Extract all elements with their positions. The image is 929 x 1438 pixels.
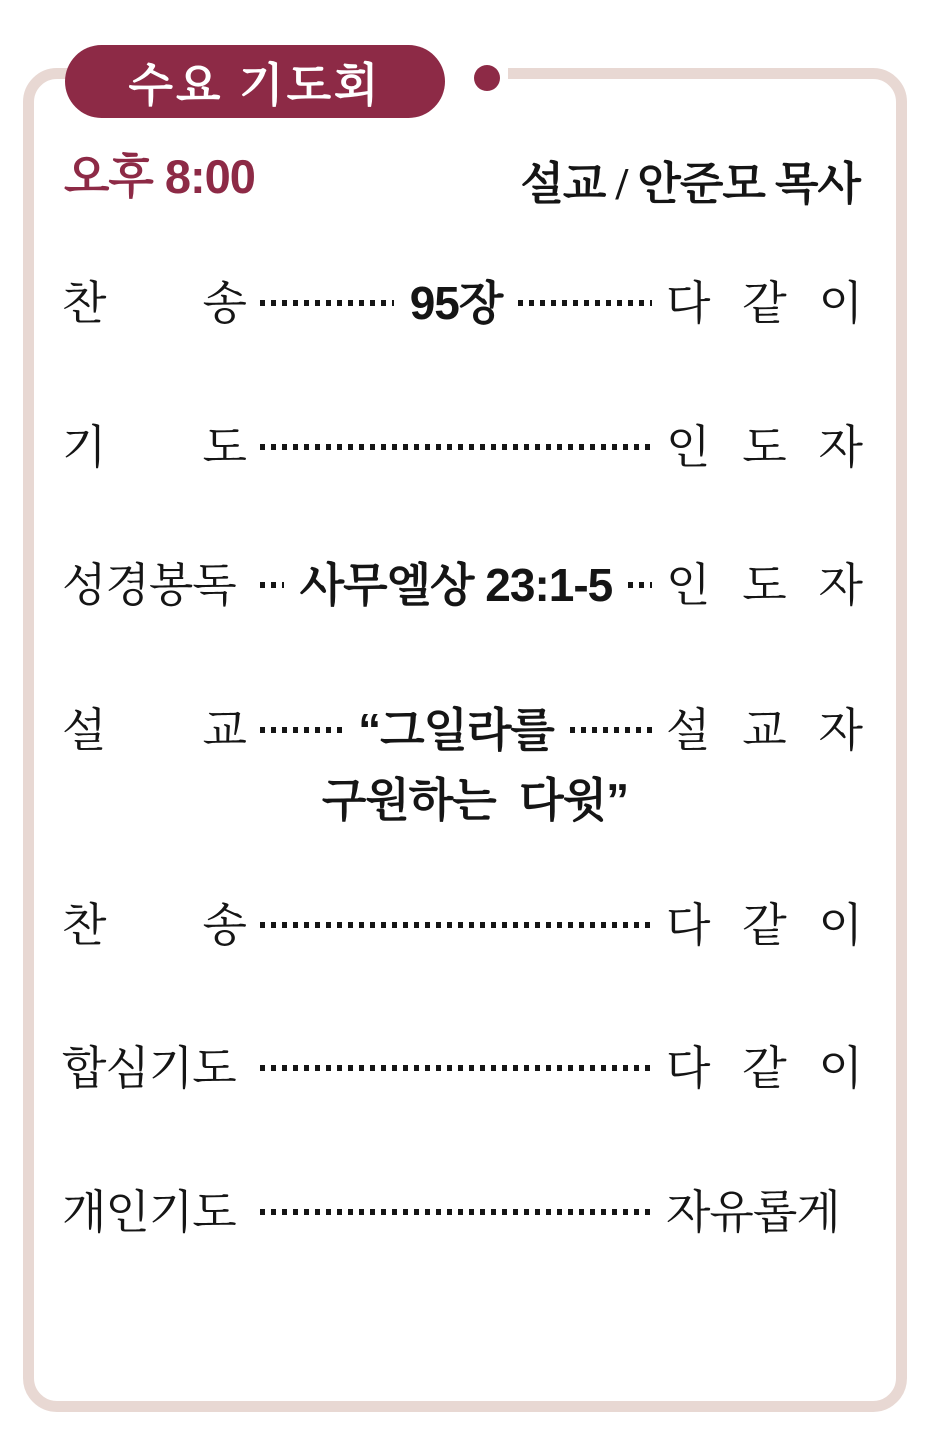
order-item-name: 개인기도 xyxy=(62,1186,236,1238)
dotted-leader xyxy=(260,922,652,928)
dotted-leader xyxy=(260,300,394,306)
section-badge-label: 수요 기도회 xyxy=(128,58,382,111)
sermon-title-line1: “그일라를 xyxy=(358,704,554,756)
dotted-leader xyxy=(260,1209,652,1215)
dotted-leader xyxy=(570,727,652,733)
order-item-detail: 사무엘상 23:1-5 xyxy=(299,559,613,611)
dotted-leader xyxy=(260,727,342,733)
order-item-name: 설 교 xyxy=(62,704,246,756)
order-item-performer: 다 같 이 xyxy=(666,277,863,329)
order-item-performer: 설 교 자 xyxy=(666,704,862,756)
order-row-scripture xyxy=(62,559,862,611)
order-row-sermon xyxy=(62,704,862,830)
order-row-hymn-2 xyxy=(62,899,862,951)
sermon-title-line2: 구원하는 다윗” xyxy=(321,774,629,826)
order-item-name: 찬 송 xyxy=(62,277,246,329)
section-badge xyxy=(65,45,445,118)
order-item-performer: 자유롭게 xyxy=(666,1186,840,1238)
order-row-united-prayer xyxy=(62,1042,862,1094)
order-item-performer: 다 같 이 xyxy=(666,899,862,951)
service-time: 오후 8:00 xyxy=(64,150,255,203)
order-item-name: 찬 송 xyxy=(62,899,246,951)
order-row-prayer xyxy=(62,421,862,473)
order-item-detail: 95장 xyxy=(409,277,503,329)
dotted-leader xyxy=(628,582,652,588)
order-row-hymn-1 xyxy=(62,277,862,329)
sermon-title-line1-row xyxy=(62,704,862,756)
dotted-leader xyxy=(260,444,652,450)
preacher-credit: 설교 / 안준모 목사 xyxy=(520,159,860,209)
order-row-personal-prayer xyxy=(62,1186,862,1238)
order-item-name: 합심기도 xyxy=(62,1042,236,1094)
order-item-performer: 인 도 자 xyxy=(666,559,862,611)
badge-dot-icon xyxy=(474,65,500,91)
order-item-name: 기 도 xyxy=(62,421,246,473)
order-item-name: 성경봉독 xyxy=(62,559,236,611)
order-item-performer: 다 같 이 xyxy=(666,1042,862,1094)
dotted-leader xyxy=(518,300,652,306)
order-item-performer: 인 도 자 xyxy=(666,421,862,473)
dotted-leader xyxy=(260,582,284,588)
dotted-leader xyxy=(260,1065,652,1071)
